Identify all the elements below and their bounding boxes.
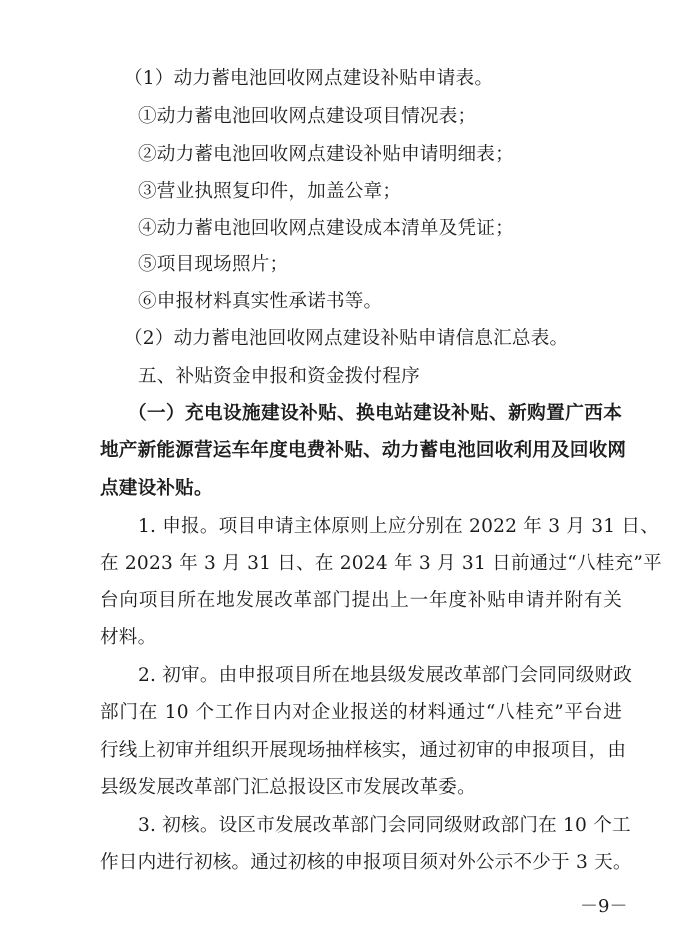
subitem-3: ③营业执照复印件，加盖公章； [138, 181, 402, 202]
step-3-line-1: 3. 初核。设区市发展改革部门会同同级财政部门在 10 个工 [138, 815, 631, 836]
step-3-line-2: 作日内进行初核。通过初核的申报项目须对外公示不少于 3 天。 [100, 852, 632, 873]
step-1-line-3: 台向项目所在地发展改革部门提出上一年度补贴申请并附有关 [100, 590, 622, 611]
subitem-6: ⑥申报材料真实性承诺书等。 [138, 291, 383, 312]
step-1-line-4: 材料。 [100, 627, 157, 648]
step-2-line-2: 部门在 10 个工作日内对企业报送的材料通过“八桂充”平台进 [100, 702, 622, 723]
page-number: －9－ [580, 896, 628, 917]
step-2-line-1: 2. 初审。由申报项目所在地县级发展改革部门会同同级财政 [138, 665, 633, 686]
subheading-line-3: 点建设补贴。 [100, 478, 213, 499]
subheading-line-1: （一）充电设施建设补贴、换电站建设补贴、新购置广西本 [128, 403, 622, 424]
subitem-4: ④动力蓄电池回收网点建设成本清单及凭证； [138, 218, 514, 239]
step-2-line-4: 县级发展改革部门汇总报设区市发展改革委。 [100, 777, 476, 798]
subitem-2: ②动力蓄电池回收网点建设补贴申请明细表； [138, 144, 514, 165]
attachment-item-1-title: （1）动力蓄电池回收网点建设补贴申请表。 [124, 68, 494, 89]
step-1-line-1: 1. 申报。项目申请主体原则上应分别在 2022 年 3 月 31 日、 [138, 516, 659, 537]
step-1-line-2: 在 2023 年 3 月 31 日、在 2024 年 3 月 31 日前通过“八桂充”平 [100, 553, 662, 574]
subheading-line-2: 地产新能源营运车年度电费补贴、动力蓄电池回收利用及回收网 [100, 440, 627, 461]
attachment-item-2-title: （2）动力蓄电池回收网点建设补贴申请信息汇总表。 [124, 328, 569, 349]
step-2-line-3: 行线上初审并组织开展现场抽样核实，通过初审的申报项目，由 [100, 740, 627, 761]
subitem-1: ①动力蓄电池回收网点建设项目情况表； [138, 106, 477, 127]
subitem-5: ⑤项目现场照片； [138, 254, 289, 275]
section-5-heading: 五、补贴资金申报和资金拨付程序 [138, 366, 420, 387]
